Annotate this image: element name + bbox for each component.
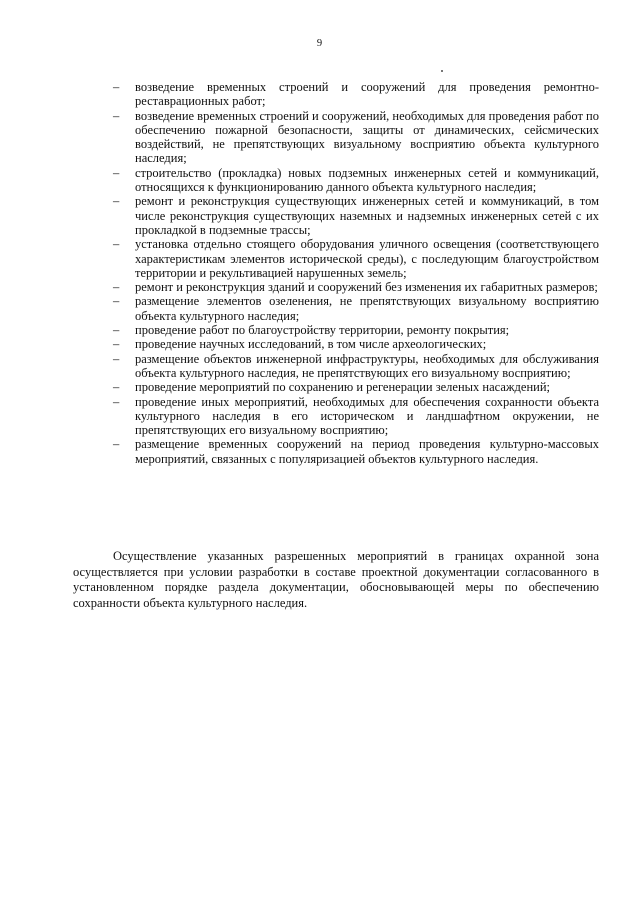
list-item	[113, 280, 599, 294]
list-item	[113, 294, 599, 323]
list-item	[113, 194, 599, 237]
list-item-text: проведение научных исследований, в том числе археологических;	[135, 337, 487, 352]
list-item-text: строительство (прокладка) новых подземных инженерных сетей и коммуникаций, относящихся к функционированию данного объекта культурного наследия;	[135, 165, 599, 195]
list-item-text: размещение элементов озеленения, не препятствующих визуальному восприятию объекта культурного наследия;	[135, 294, 599, 323]
list-item	[113, 380, 599, 394]
list-item-text: возведение временных строений и сооружений, необходимых для проведения работ по обеспечению пожарной безопасности, защиты от динамических, сейсмических воздействий, не препятствующих визуальному восприятию объекта культурного наследия;	[135, 108, 599, 166]
list-item	[113, 166, 599, 195]
list-dash: –	[113, 380, 120, 395]
list-dash: –	[113, 280, 120, 295]
list-item-text: ремонт и реконструкция зданий и сооружений без изменения их габаритных размеров;	[135, 280, 598, 295]
list-dash: –	[113, 323, 120, 338]
list-item	[113, 395, 599, 438]
list-item-text: ремонт и реконструкция существующих инженерных сетей и коммуникаций, в том числе реконструкция существующих наземных и надземных инженерных сетей с их прокладкой в подземные трассы;	[135, 194, 599, 237]
list-item	[113, 109, 599, 166]
list-dash: –	[113, 194, 120, 209]
list-item-text: возведение временных строений и сооружений для проведения ремонтно-реставрационных работ;	[135, 80, 599, 109]
list-item-text: проведение мероприятий по сохранению и регенерации зеленых насаждений;	[135, 380, 551, 395]
list-item	[113, 237, 599, 280]
permitted-activities-list	[113, 80, 599, 466]
list-dash: –	[113, 80, 120, 94]
list-item	[113, 80, 599, 109]
list-item	[113, 323, 599, 337]
list-item	[113, 437, 599, 466]
closing-paragraph: Осуществление указанных разрешенных мероприятий в границах охранной зона осуществляется при условии разработки в составе проектной документации согласованного в установленном порядке раздела документации, обосновывающей меры по обеспечению сохранности объекта культурного наследия.	[73, 549, 599, 610]
list-dash: –	[113, 351, 120, 366]
list-item	[113, 352, 599, 381]
page-number: 9	[316, 38, 323, 49]
list-dash: –	[113, 337, 120, 352]
list-item-text: проведение иных мероприятий, необходимых для обеспечения сохранности объекта культурного наследия в его историческом и ландшафтном окружении, не препятствующих его визуальному восприятию;	[135, 394, 599, 438]
list-item-text: размещение временных сооружений на период проведения культурно-массовых мероприятий, связанных с популяризацией объектов культурного наследия.	[135, 437, 599, 466]
list-dash: –	[113, 237, 120, 252]
list-dash: –	[113, 294, 120, 309]
list-dash: –	[113, 437, 120, 452]
list-dash: –	[113, 108, 120, 123]
list-item-text: размещение объектов инженерной инфраструктуры, необходимых для обслуживания объекта культурного наследия, не препятствующих его визуальному восприятию;	[135, 351, 599, 380]
list-dash: –	[113, 394, 120, 409]
list-item-text: установка отдельно стоящего оборудования уличного освещения (соответствующего характеристикам элементов исторической среды), с последующим благоустройством территории и рекультивацией нарушенных земель;	[135, 237, 599, 280]
list-item-text: проведение работ по благоустройству территории, ремонту покрытия;	[135, 323, 510, 338]
list-dash: –	[113, 165, 120, 180]
scan-speck	[441, 70, 443, 72]
list-item	[113, 337, 599, 351]
